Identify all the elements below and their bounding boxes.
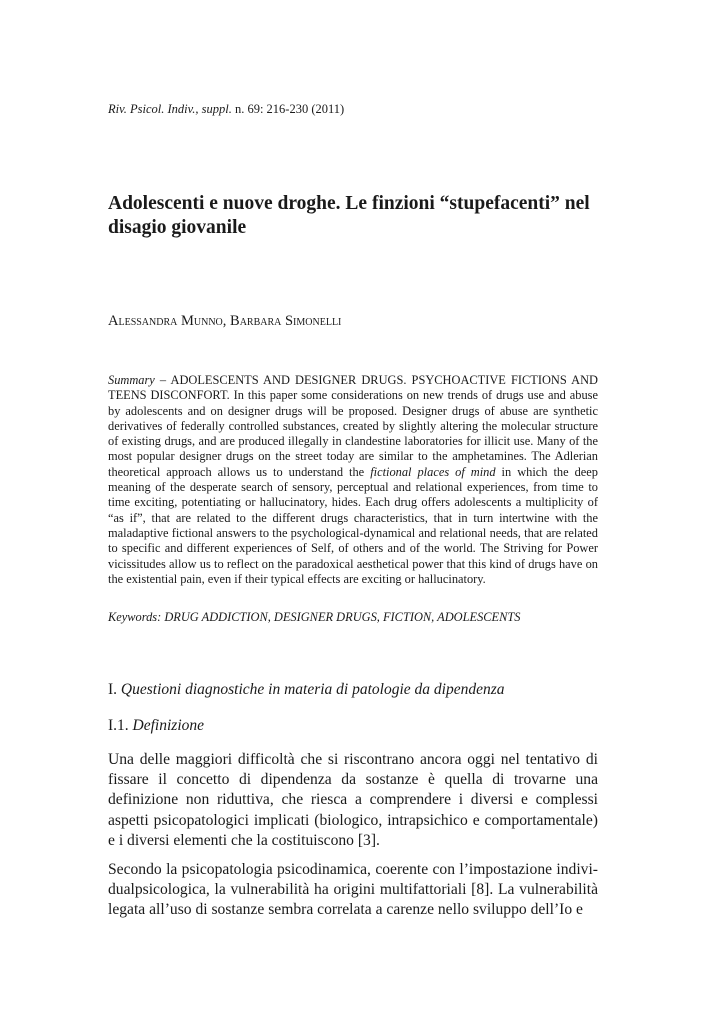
subsection-number: I.1. bbox=[108, 717, 133, 734]
article-authors: Alessandra Munno, Barbara Simonelli bbox=[108, 313, 342, 329]
article-page bbox=[108, 0, 598, 1024]
abstract-text-end: in which the deep meaning of the desperate search of sensory, perceptual and relational experiences, from time to time exciting, potentiating or hallucinatory, hides. Each drug offers adolescents a multiplicity of “as if”, that are related to the different drugs characteristics, that in turn intertwine with the maladaptive fictional answers to the psychological-dynamical and relational needs, that are related to specific and different experiences of Self, of others and of the world. The Striving for Power vicissitudes allow us to reflect on the paradoxical aesthetical power that this kind of drugs have on the existential pain, even if their typical effects are exciting or hallucinatory. bbox=[108, 464, 598, 586]
abstract-label: Summary bbox=[108, 373, 155, 387]
section-title: Questioni diagnostiche in materia di patologie da dipendenza bbox=[120, 681, 505, 698]
subsection-title: Definizione bbox=[132, 717, 205, 734]
subsection-heading bbox=[108, 716, 204, 736]
article-title: Adolescenti e nuove droghe. Le finzioni “stupefacenti” nel disagio giovanile bbox=[108, 193, 590, 238]
section-number: I. bbox=[108, 681, 121, 698]
abstract-emphasis: fictional places of mind bbox=[370, 464, 496, 479]
keywords-values: : DRUG ADDICTION, DESIGNER DRUGS, FICTION, ADOLESCENTS bbox=[157, 610, 521, 624]
journal-issue: n. 69: 216-230 (2011) bbox=[234, 102, 345, 116]
abstract-text: – ADOLESCENTS AND DESIGNER DRUGS. PSYCHOACTIVE FICTIONS AND TEENS DISCONFORT. In this paper some considerations on new trends of drugs use and abuse by adolescents and on designer drugs will be proposed. Designer drugs of abuse are synthetic derivatives of federally controlled substances, created by slightly altering the molecular structure of existing drugs, and are produced illegally in clandestine laboratories for illicit use. Many of the most popular designer drugs on the street today are similar to the amphetamines. The Adlerian theoretical approach allows us to understand the bbox=[108, 373, 598, 479]
keywords-label: Keywords bbox=[108, 610, 158, 624]
keywords bbox=[108, 609, 520, 625]
body-paragraph: Secondo la psicopatologia psicodinamica, coerente con l’impostazione individualpsicologica, la vulnerabilità ha origini multifattoriali [8]. La vulnerabilità legata all’uso di sostanze sembra correlata a carenze nello sviluppo dell’Io e bbox=[108, 861, 598, 919]
journal-name: Riv. Psicol. Indiv., suppl. bbox=[108, 102, 232, 116]
journal-citation bbox=[108, 101, 344, 117]
body-paragraph: Una delle maggiori difficoltà che si riscontrano ancora oggi nel tentativo di fissare il concetto di dipendenza da sostanze è quella di trovarne una definizione non riduttiva, che riesca a comprendere i diversi e complessi aspetti psicopatologici implicati (biologico, intrapsichico e comportamentale) e i diversi elementi che la costituiscono [3]. bbox=[108, 751, 598, 849]
section-heading bbox=[108, 680, 505, 700]
abstract bbox=[108, 373, 598, 587]
